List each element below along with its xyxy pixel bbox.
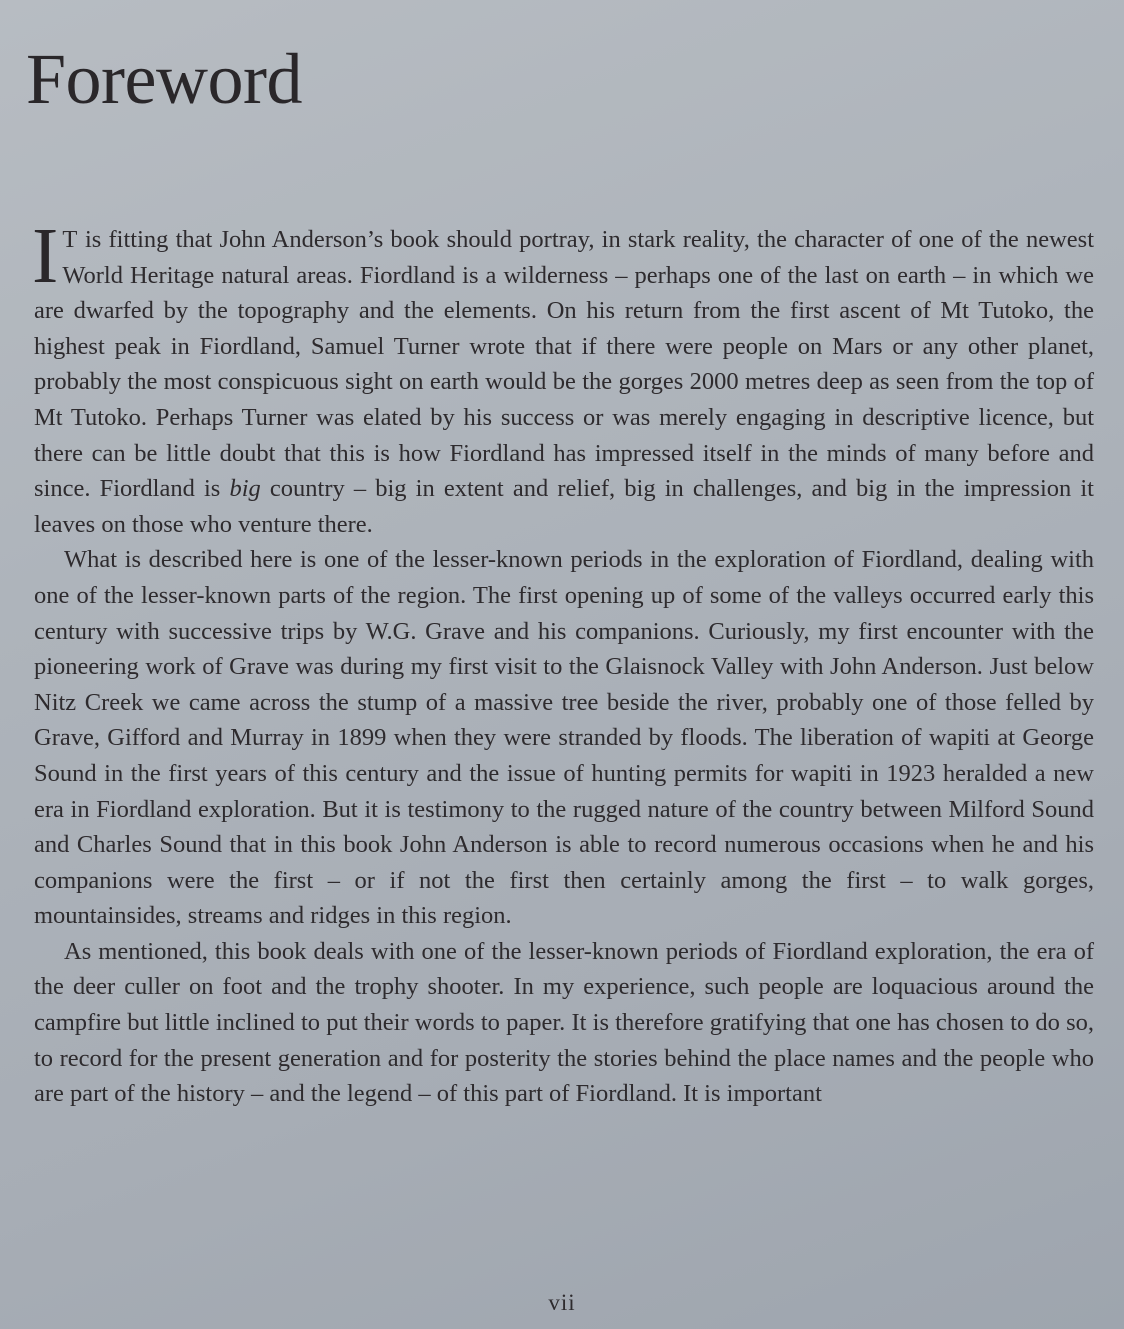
page-title: Foreword: [26, 39, 302, 119]
paragraph-1-text-b: country – big in extent and relief, big in challenges, and big in the impression it leaves on those who venture there.: [34, 475, 1094, 538]
paragraph-1-text-a: is fitting that John Anderson’s book should portray, in stark reality, the character of one of the newest World Heritage natural areas. Fiordland is a wilderness – perhaps one of the last on earth – in which we are dwarfed by the topography and the elements. On his return from the first ascent of Mt Tutoko, the highest peak in Fiordland, Samuel Turner wrote that if there were people on Mars or any other planet, probably the most conspicuous sight on earth would be the gorges 2000 metres deep as seen from the top of Mt Tutoko. Perhaps Turner was elated by his success or was merely engaging in descriptive licence, but there can be little doubt that this is how Fiordland has impressed itself in the minds of many before and since. Fiordland is: [34, 226, 1094, 503]
foreword-body: [32, 213, 1094, 1112]
drop-cap: I: [32, 213, 59, 300]
paragraph-1: [32, 213, 1094, 542]
page-number: vii: [548, 1290, 576, 1315]
paragraph-3: As mentioned, this book deals with one of the lesser-known periods of Fiordland exploration, the era of the deer culler on foot and the trophy shooter. In my experience, such people are loquacious around the campfire but little inclined to put their words to paper. It is therefore gratifying that one has chosen to do so, to record for the present generation and for posterity the stories behind the place names and the people who are part of the history – and the legend – of this part of Fiordland. It is important: [34, 937, 1094, 1108]
lead-letter: T: [62, 226, 78, 253]
paragraph-2: What is described here is one of the lesser-known periods in the exploration of Fiordland, dealing with one of the lesser-known parts of the region. The first opening up of some of the valleys occurred early this century with successive trips by W.G. Grave and his companions. Curiously, my first encounter with the pioneering work of Grave was during my first visit to the Glaisnock Valley with John Anderson. Just below Nitz Creek we came across the stump of a massive tree beside the river, probably one of those felled by Grave, Gifford and Murray in 1899 when they were stranded by floods. The liberation of wapiti at George Sound in the first years of this century and the issue of hunting permits for wapiti in 1923 heralded a new era in Fiordland exploration. But it is testimony to the rugged nature of the country between Milford Sound and Charles Sound that in this book John Anderson is able to record numerous occasions when he and his companions were the first – or if not the first then certainly among the first – to walk gorges, mountainsides, streams and ridges in this region.: [34, 546, 1094, 930]
italic-word: big: [229, 475, 261, 503]
